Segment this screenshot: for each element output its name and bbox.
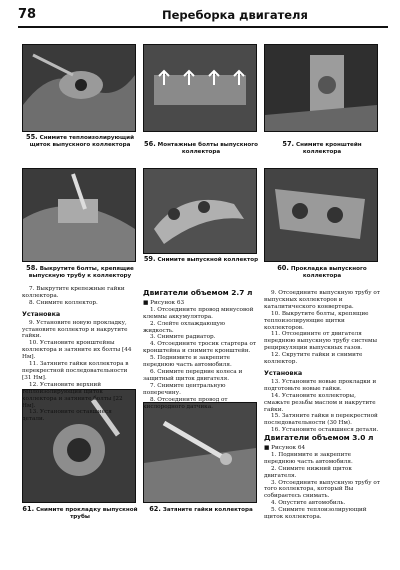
- paragraph: 8. Отсоедините провод от кислородного датчика.: [143, 396, 228, 410]
- photo-62: [143, 402, 257, 503]
- caption-62: 62. Затяните гайки коллектора: [149, 505, 253, 513]
- paragraph: 13. Установите новые прокладки и подготовьте новые гайки.: [264, 378, 377, 392]
- paragraph: 13. Установите оставшиеся детали.: [22, 409, 112, 423]
- section-heading: Установка: [264, 368, 303, 377]
- section-heading: Двигатели объемом 3.0 л: [264, 433, 374, 443]
- paragraph: 11. Затяните гайки коллектора в перекрестной последовательности [31 Нм].: [22, 361, 129, 381]
- paragraph: 10. Установите кронштейны коллектора и затяните их болты [44 Нм].: [22, 340, 132, 361]
- paragraph: 4. Отсоедините тросик стартера от кронштейна и снимите кронштейн.: [143, 341, 257, 355]
- paragraph: 3. Отсоедините выпускную трубу от того коллектора, который Вы собираетесь снимать.: [264, 479, 380, 500]
- text-column-2: [143, 289, 257, 410]
- page-number: 78: [18, 7, 37, 22]
- paragraph: 5. Поднимите и закрепите переднюю часть автомобиля.: [143, 355, 232, 369]
- paragraph: 16. Установите оставшиеся детали.: [271, 427, 379, 434]
- paragraph: 9. Отсоедините выпускную трубу от выпускных коллекторов и каталитического конвертера.: [264, 290, 380, 310]
- paragraph: 5. Снимите теплоизолирующий щиток коллектора.: [264, 507, 367, 521]
- caption-56: 56. Монтажные болты выпускного коллектора: [144, 140, 258, 155]
- caption-61: 61. Снимите прокладку выпускной трубы: [22, 505, 138, 520]
- paragraph: 1. Отсоедините провод минусовой клеммы аккумулятора.: [143, 306, 254, 320]
- paragraph: 3. Снимите радиатор.: [150, 334, 216, 341]
- photo-58: [22, 168, 136, 262]
- page-header: [12, 8, 388, 24]
- caption-57: 57. Снимите кронштейн коллектора: [282, 140, 362, 155]
- photo-60: [264, 168, 378, 262]
- paragraph: 6. Снимите передние колеса и защитный щиток двигателя.: [143, 368, 243, 382]
- text-column-3: [264, 290, 382, 521]
- section-heading: Установка: [22, 309, 61, 318]
- section-heading: Двигатели объемом 2.7 л: [143, 288, 253, 297]
- paragraph: 2. Слейте охлаждающую жидкость.: [143, 320, 225, 334]
- paragraph: 2. Снимите нижний щиток двигателя.: [264, 465, 352, 479]
- page-title: Переборка двигателя: [162, 8, 308, 22]
- paragraph: 12. Установите верхний теплоизолирующий щиток коллектора и затяните болты [22 Нм].: [22, 381, 123, 409]
- paragraph: 15. Затяните гайки в перекрестной последовательности (30 Нм).: [264, 413, 378, 427]
- header-rule: [18, 26, 388, 28]
- figure-ref: ■ Рисунок 64: [264, 445, 306, 452]
- paragraph: 12. Скрутите гайки и снимите коллектор.: [264, 352, 363, 366]
- caption-55: 55. Снимите теплоизолирующий щиток выпускного коллектора: [26, 133, 134, 148]
- photo-57: [264, 44, 378, 132]
- caption-60: 60. Прокладка выпускного коллектора: [277, 264, 367, 279]
- paragraph: 1. Поднимите и закрепите переднюю часть автомобиля.: [264, 451, 353, 465]
- photo-59: [143, 168, 257, 254]
- figure-ref: ■ Рисунок 63: [143, 299, 185, 306]
- paragraph: 7. Снимите центральную поперечину.: [143, 382, 226, 396]
- caption-59: 59. Снимите выпускной коллектор: [143, 255, 259, 263]
- caption-58: 58. Выкрутите болты, крепящие выпускную трубу к коллектору: [26, 264, 134, 279]
- photo-55: [22, 44, 136, 132]
- paragraph: 7. Выкрутите крепежные гайки коллектора.: [22, 286, 125, 299]
- photo-56: [143, 44, 257, 132]
- paragraph: 9. Установите новую прокладку, установите коллектор и накрутите гайки.: [22, 319, 128, 340]
- paragraph: 10. Выкрутите болты, крепящие теплоизолирующие щитки коллекторов.: [264, 310, 369, 331]
- paragraph: 4. Опустите автомобиль.: [271, 500, 346, 507]
- paragraph: 14. Установите коллекторы, смажьте резьбы маслом и накрутите гайки.: [264, 392, 376, 413]
- text-column-1: [22, 286, 136, 423]
- paragraph: 8. Снимите коллектор.: [29, 299, 98, 306]
- paragraph: 11. Отсоедините от двигателя переднюю выпускную трубу системы рециркуляции выпускных газов.: [264, 331, 378, 352]
